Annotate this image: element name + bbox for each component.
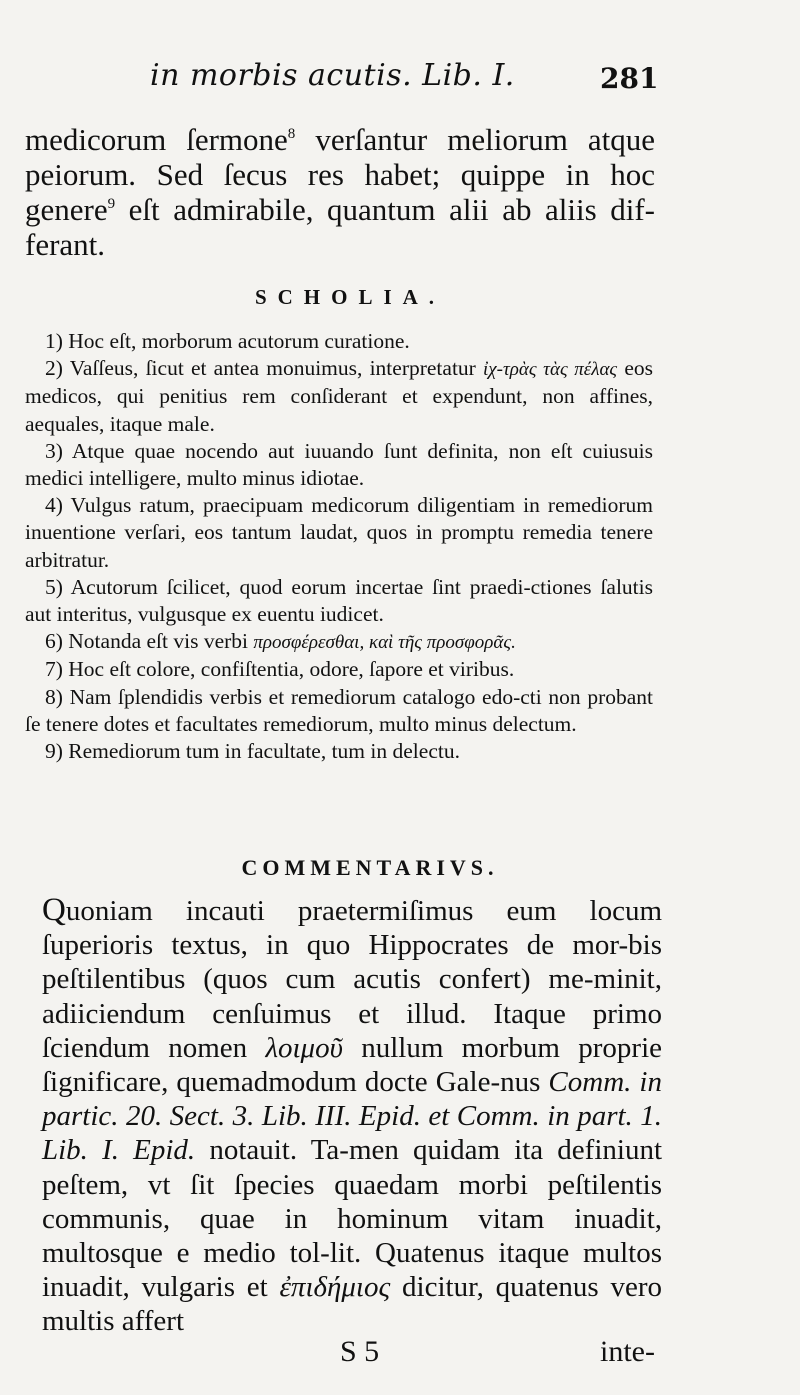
running-head: in morbis acutis. Lib. I. — [150, 58, 515, 93]
commentary-segment: dicitur, quatenus vero multis affert — [42, 1271, 663, 1338]
commentary-segment: λοιμοῦ — [265, 1031, 343, 1064]
intro-paragraph — [25, 122, 655, 262]
scholia-note: 3) Atque quae nocendo aut iuuando ſunt definita, non eſt cuiusuis medici intelligere, multo minus idiotae. — [25, 438, 653, 491]
scholia-heading: SCHOLIA. — [254, 285, 446, 309]
greek-phrase: ἰχ-τρὰς τὰς πέλας — [483, 359, 618, 381]
note-text: eos medicos, qui penitius rem conſiderant et expendunt, non affines, aequales, itaque male. — [25, 356, 653, 436]
scholia-note: 5) Acutorum ſcilicet, quod eorum incertae ſint praedi-ctiones ſalutis aut interitus, vulgusque ex euentu iudicet. — [25, 574, 653, 627]
catchword: inte- — [600, 1335, 655, 1368]
scholia-notes — [25, 328, 653, 765]
signature-mark: S 5 — [340, 1335, 380, 1368]
scholia-note: 8) Nam ſplendidis verbis et remediorum catalogo edo-cti non probant ſe tenere dotes et facultates remediorum, multo minus delectum. — [25, 684, 653, 736]
commentary-paragraph — [42, 893, 662, 1339]
scholia-note — [25, 628, 653, 656]
greek-phrase: προσφέρεσθαι, καὶ τῆς προσφορᾶς. — [253, 632, 516, 654]
commentary-segment: uoniam incauti praetermiſimus eum locum ſuperioris textus, in quo Hippocrates de mor-bis peſtilentibus (quos cum acutis confert) me-minit, adiiciendum cenſuimus et illud. Itaque primo ſciendum nomen — [42, 895, 662, 1064]
scholia-note: 1) Hoc eſt, morborum acutorum curatione. — [45, 329, 410, 353]
commentary-segment: nullum morbum proprie ſignificare, quemadmodum docte Gale-nus — [42, 1031, 662, 1099]
page-number: 281 — [600, 62, 659, 95]
commentarius-heading: COMMENTARIVS. — [241, 855, 499, 880]
scholia-note: 7) Hoc eſt colore, confiſtentia, odore, ſapore et viribus. — [45, 657, 515, 682]
intro-text-1: medicorum ſermone — [25, 122, 288, 157]
note-text: 2) Vaſſeus, ſicut et antea monuimus, interpretatur — [45, 356, 484, 381]
scholia-note — [25, 355, 653, 438]
commentary-segment: ἐπιδήμιος — [279, 1271, 391, 1304]
commentary-segment: Comm. in partic. 20. Sect. 3. Lib. III. Epid. et Comm. in part. 1. Lib. I. Epid. — [42, 1066, 662, 1167]
note-text: 6) Notanda eſt vis verbi — [45, 629, 254, 654]
footnote-ref-8: 8 — [287, 126, 296, 142]
intro-text-3: eſt admirabile, quantum alii ab aliis dif-ferant. — [25, 192, 655, 262]
footnote-ref-9: 9 — [107, 196, 116, 212]
commentary-segment: notauit. Ta-men quidam ita definiunt peſtem, vt ſit ſpecies quaedam morbi peſtilentis communis, quae in hominum vitam inuadit, multosque e medio tol-lit. Quatenus itaque multos inuadit, vulgaris et — [42, 1134, 662, 1304]
intro-text-2: verſantur meliorum atque peiorum. Sed ſecus res habet; quippe in hoc genere — [25, 122, 655, 227]
scholia-note: 4) Vulgus ratum, praecipuam medicorum diligentiam in remediorum inuentione verſari, eos tantum laudat, quos in promptu remedia tenere arbitratur. — [25, 493, 653, 572]
commentary-segment: Q — [42, 892, 66, 928]
scholia-note: 9) Remediorum tum in facultate, tum in delectu. — [45, 739, 460, 764]
